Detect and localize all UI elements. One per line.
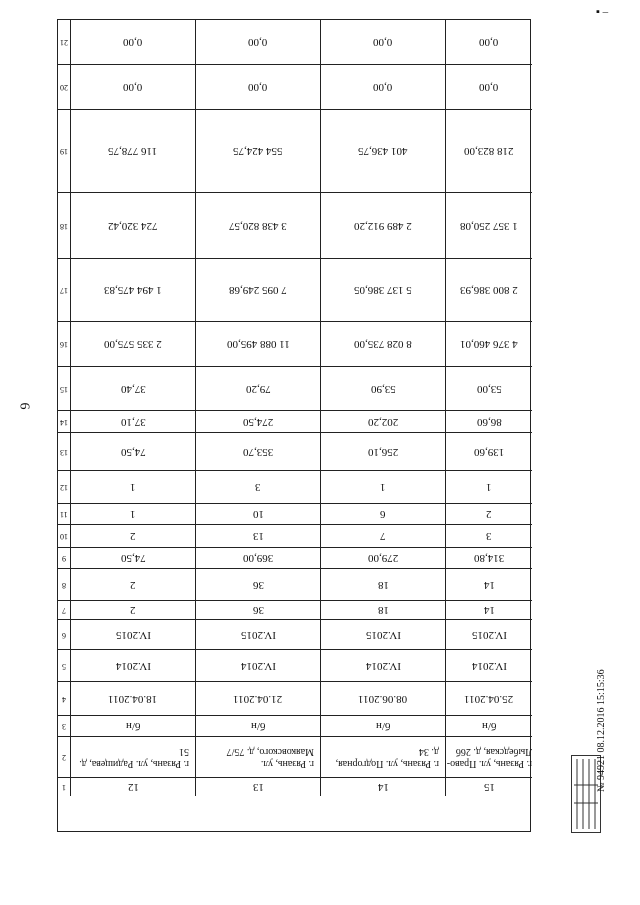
table-cell-text: IV.2015 — [365, 628, 401, 641]
table-cell — [321, 569, 446, 601]
table-cell-text: 2 335 575,00 — [104, 338, 162, 350]
table-cell-text: 74,50 — [120, 552, 146, 564]
table-cell — [196, 259, 321, 322]
row-number-cell — [321, 778, 446, 796]
table-cell — [446, 601, 532, 620]
table-cell — [321, 601, 446, 620]
table-cell — [71, 716, 196, 737]
table-cell — [321, 65, 446, 110]
table-cell-text: 2 489 912,20 — [354, 219, 412, 232]
column-index-label: 21 — [60, 38, 68, 47]
address-cell-text: г. Рязань, ул. Подгорная, д. 34 — [335, 746, 439, 769]
table-cell-text: 37,10 — [120, 415, 146, 428]
row-number-cell-text: 13 — [252, 781, 264, 793]
table-cell — [321, 471, 446, 504]
column-index-cell — [58, 737, 71, 778]
table-cell — [446, 411, 532, 433]
table-cell-text: 18 — [377, 604, 389, 616]
table-cell-text: IV.2015 — [240, 628, 276, 641]
column-index-label: 1 — [62, 783, 66, 792]
table-cell — [196, 110, 321, 193]
table-cell — [71, 620, 196, 650]
table-cell — [71, 411, 196, 433]
table-cell — [321, 20, 446, 65]
column-index-label: 13 — [60, 447, 68, 457]
table-cell — [446, 569, 532, 601]
table-cell — [321, 650, 446, 682]
table-cell-text: 274,50 — [242, 415, 274, 428]
table-cell-text: 53,90 — [370, 382, 396, 395]
table-cell — [446, 471, 532, 504]
address-cell-text: г. Рязань, ул. Маяковского, д. 75/7 — [226, 746, 314, 769]
column-index-cell — [58, 778, 71, 796]
table-cell — [321, 411, 446, 433]
table-cell — [446, 620, 532, 650]
column-index-cell — [58, 504, 71, 525]
table-cell — [446, 682, 532, 716]
table-cell — [196, 193, 321, 259]
column-index-cell — [58, 548, 71, 569]
column-index-label: 19 — [60, 147, 68, 156]
table-cell — [196, 601, 321, 620]
address-cell — [71, 737, 196, 778]
table-cell — [71, 110, 196, 193]
table-cell-text: 724 320,42 — [108, 219, 158, 232]
table-cell-text: 14 — [483, 604, 495, 616]
page-number: 6 — [16, 402, 32, 410]
table-cell — [71, 601, 196, 620]
table-cell-text: 5 137 386,05 — [354, 284, 412, 296]
table-cell — [71, 548, 196, 569]
table-cell-text: 0,00 — [479, 36, 499, 48]
table-cell — [446, 20, 532, 65]
table-cell — [196, 548, 321, 569]
table-cell-text: 256,10 — [367, 445, 399, 458]
table-cell — [321, 548, 446, 569]
table-cell-text: 401 436,75 — [358, 145, 408, 157]
address-cell-text: г. Рязань, ул. Право-Лыбедская, д. 26б — [446, 746, 532, 769]
table-cell-text: 18.04.2011 — [108, 692, 158, 705]
table-cell-text: 21.04.2011 — [233, 692, 283, 705]
table-cell-text: 0,00 — [373, 81, 393, 93]
table-cell — [321, 193, 446, 259]
table-cell — [196, 682, 321, 716]
column-index-label: 8 — [62, 580, 66, 590]
table-cell — [71, 569, 196, 601]
row-number-cell-text: 14 — [377, 781, 389, 793]
table-cell — [71, 471, 196, 504]
table-cell — [321, 433, 446, 471]
table-cell — [196, 20, 321, 65]
table-cell-text: 36 — [252, 578, 264, 591]
table-cell — [446, 65, 532, 110]
table-cell-text: 0,00 — [479, 81, 499, 93]
table-cell-text: 554 424,75 — [233, 145, 283, 157]
table-cell — [71, 193, 196, 259]
table-cell — [321, 682, 446, 716]
table-cell — [71, 322, 196, 367]
table-cell-text: 0,00 — [123, 36, 143, 48]
table-cell — [446, 367, 532, 411]
table-cell-text: 369,00 — [242, 552, 274, 564]
table-cell-text: 2 800 386,93 — [460, 284, 518, 296]
column-index-cell — [58, 110, 71, 193]
table-cell — [321, 322, 446, 367]
table-cell-text: 74,50 — [120, 445, 146, 458]
table-cell-text: 25.04.2011 — [464, 692, 514, 705]
table-cell-text: 353,70 — [242, 445, 274, 458]
table-cell — [321, 259, 446, 322]
table-cell-text: 2 — [486, 508, 492, 520]
table-cell — [446, 193, 532, 259]
table-cell-text: 53,00 — [476, 382, 502, 395]
table-cell-text: IV.2014 — [471, 659, 507, 672]
table-cell — [71, 65, 196, 110]
column-index-label: 2 — [62, 753, 66, 762]
column-index-cell — [58, 433, 71, 471]
table-cell — [196, 411, 321, 433]
row-number-cell — [446, 778, 532, 796]
row-number-cell-text: 12 — [127, 781, 139, 793]
table-cell — [71, 650, 196, 682]
table-cell — [321, 525, 446, 548]
column-index-label: 11 — [60, 510, 68, 519]
column-index-label: 16 — [60, 340, 68, 349]
table-cell-text: 6 — [380, 508, 386, 520]
table-cell — [196, 322, 321, 367]
table-cell — [196, 504, 321, 525]
row-number-cell-text: 15 — [483, 781, 495, 793]
table-cell — [446, 525, 532, 548]
table-cell-text: 3 — [255, 481, 261, 493]
table-cell — [196, 65, 321, 110]
table-cell-text: б/н — [125, 720, 141, 732]
column-index-label: 3 — [62, 722, 66, 731]
row-number-cell — [196, 778, 321, 796]
table-cell-text: 1 494 475,83 — [104, 284, 162, 296]
table-cell — [321, 620, 446, 650]
table-cell — [196, 716, 321, 737]
table-cell-text: 0,00 — [373, 36, 393, 48]
column-index-label: 6 — [62, 630, 66, 640]
table-cell-text: 1 — [130, 508, 136, 520]
table-cell-text: IV.2015 — [471, 628, 507, 641]
column-index-cell — [58, 620, 71, 650]
table-cell — [196, 569, 321, 601]
column-index-cell — [58, 471, 71, 504]
table-cell-text: 1 — [130, 481, 136, 493]
table-cell-text: 4 376 460,01 — [460, 338, 518, 350]
table-cell — [71, 525, 196, 548]
table-cell — [71, 20, 196, 65]
document-footer: № 94921 08.12.2016 15:15:36 — [596, 669, 607, 792]
table-cell — [446, 650, 532, 682]
table-cell-text: 11 088 495,00 — [226, 338, 290, 350]
column-index-cell — [58, 716, 71, 737]
table-cell-text: 14 — [483, 578, 495, 591]
column-index-label: 18 — [60, 221, 68, 231]
table-cell — [71, 259, 196, 322]
table-cell-text: б/н — [375, 720, 391, 732]
column-index-label: 10 — [60, 532, 68, 541]
table-cell-text: 79,20 — [245, 382, 271, 395]
table-cell-text: 116 778,75 — [108, 145, 158, 157]
column-index-label: 9 — [62, 554, 66, 563]
table-cell — [196, 367, 321, 411]
table-cell-text: б/н — [250, 720, 266, 732]
table-cell-text: 86,60 — [476, 415, 502, 428]
table-cell — [321, 716, 446, 737]
table-cell — [446, 504, 532, 525]
table-cell — [196, 620, 321, 650]
table-cell-text: 0,00 — [248, 36, 268, 48]
column-index-cell — [58, 193, 71, 259]
table-cell-text: 2 — [130, 604, 136, 616]
table-cell-text: 139,60 — [473, 445, 505, 458]
table-cell — [446, 433, 532, 471]
table-cell — [71, 682, 196, 716]
table-cell — [196, 650, 321, 682]
column-index-cell — [58, 650, 71, 682]
column-index-label: 20 — [60, 83, 68, 92]
table-cell-text: 279,00 — [367, 552, 399, 564]
table-cell — [446, 716, 532, 737]
column-index-cell — [58, 322, 71, 367]
column-index-cell — [58, 367, 71, 411]
table-cell-text: 13 — [252, 530, 264, 542]
table-cell-text: 1 — [486, 481, 492, 493]
column-index-cell — [58, 65, 71, 110]
column-index-label: 15 — [60, 384, 68, 394]
column-index-cell — [58, 601, 71, 620]
table-cell — [446, 110, 532, 193]
table-cell-text: 202,20 — [367, 415, 399, 428]
address-cell — [321, 737, 446, 778]
table-cell-text: 0,00 — [123, 81, 143, 93]
column-index-cell — [58, 525, 71, 548]
table-cell-text: 8 028 735,00 — [354, 338, 412, 350]
table-cell — [196, 433, 321, 471]
table-cell-text: IV.2014 — [240, 659, 276, 672]
address-cell-text: г. Рязань, ул. Радищева, д. 51 — [79, 746, 189, 769]
table-cell — [321, 367, 446, 411]
column-index-cell — [58, 682, 71, 716]
column-index-label: 7 — [62, 606, 66, 615]
column-index-cell — [58, 20, 71, 65]
table-cell-text: б/н — [481, 720, 497, 732]
table-cell-text: 1 — [380, 481, 386, 493]
table-cell-text: 37,40 — [120, 382, 146, 395]
table-cell — [446, 322, 532, 367]
table-cell — [71, 367, 196, 411]
table-cell-text: 08.06.2011 — [358, 692, 408, 705]
table-cell-text: 218 823,00 — [464, 145, 514, 157]
table-cell-text: 314,80 — [473, 552, 505, 564]
table-cell-text: IV.2014 — [365, 659, 401, 672]
table-cell-text: 2 — [130, 530, 136, 542]
column-index-cell — [58, 569, 71, 601]
table-cell-text: 0,00 — [248, 81, 268, 93]
column-index-label: 12 — [60, 483, 68, 492]
table-cell-text: 2 — [130, 578, 136, 591]
column-index-cell — [58, 411, 71, 433]
table-cell — [71, 504, 196, 525]
table-cell-text: 1 357 250,08 — [460, 219, 518, 232]
table-cell — [446, 259, 532, 322]
row-number-cell — [71, 778, 196, 796]
table-cell-text: IV.2014 — [115, 659, 151, 672]
column-index-label: 17 — [60, 286, 68, 295]
table-cell — [321, 110, 446, 193]
corner-marks: ▪ ‒ — [596, 6, 609, 18]
table-cell-text: 3 438 820,57 — [229, 219, 287, 232]
table-cell-text: 7 — [380, 530, 386, 542]
column-index-label: 14 — [60, 417, 68, 427]
column-index-label: 4 — [62, 694, 66, 704]
column-index-label: 5 — [62, 661, 66, 671]
data-table — [57, 19, 531, 832]
address-cell — [446, 737, 532, 778]
table-cell-text: 7 095 249,68 — [229, 284, 287, 296]
table-cell — [196, 525, 321, 548]
table-cell — [446, 548, 532, 569]
address-cell — [196, 737, 321, 778]
table-cell — [71, 433, 196, 471]
table-cell — [196, 471, 321, 504]
table-cell-text: 18 — [377, 578, 389, 591]
table-cell-text: 3 — [486, 530, 492, 542]
table-cell — [321, 504, 446, 525]
table-cell-text: IV.2015 — [115, 628, 151, 641]
column-index-cell — [58, 259, 71, 322]
table-cell-text: 10 — [252, 508, 264, 520]
table-cell-text: 36 — [252, 604, 264, 616]
